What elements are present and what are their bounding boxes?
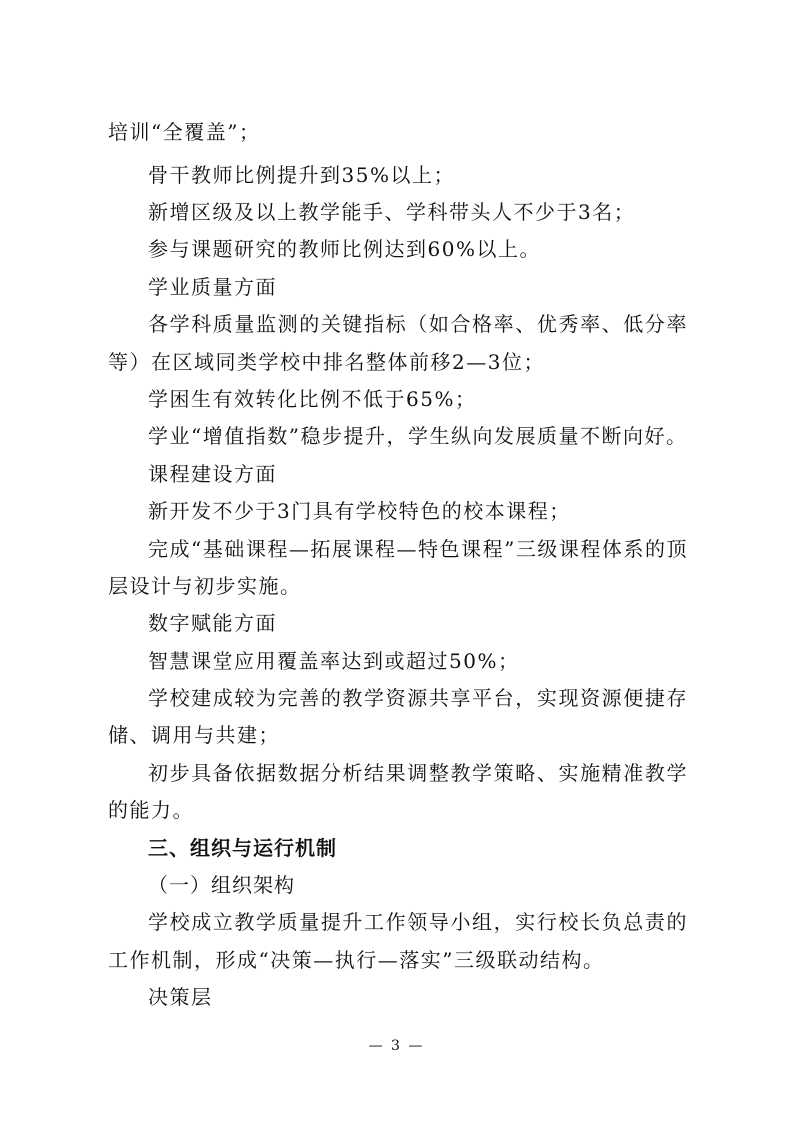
- text-line: 学校建成较为完善的教学资源共享平台，实现资源便捷存: [148, 686, 688, 710]
- text-line: 新开发不少于3门具有学校特色的校本课程；: [148, 499, 571, 523]
- text-line: 的能力。: [108, 798, 194, 822]
- text-line: 初步具备依据数据分析结果调整教学策略、实施精准教学: [148, 761, 688, 785]
- text-line: 学校成立教学质量提升工作领导小组，实行校长负总责的: [148, 910, 688, 934]
- section-heading: 三、组织与运行机制: [148, 836, 337, 860]
- text-line: 学困生有效转化比例不低于65%；: [148, 387, 477, 411]
- text-line: 培训“全覆盖”；: [108, 120, 261, 144]
- subsection-heading: （一）组织架构: [148, 873, 295, 897]
- page-number: — 3 —: [368, 1038, 425, 1054]
- text-line: 工作机制，形成“决策—执行—落实”三级联动结构。: [108, 948, 605, 972]
- text-line: 层设计与初步实施。: [108, 574, 302, 598]
- text-line: 储、调用与共建；: [108, 723, 280, 747]
- text-line: 新增区级及以上教学能手、学科带头人不少于3名；: [148, 200, 636, 224]
- section-label: 课程建设方面: [148, 462, 277, 486]
- text-line: 等）在区域同类学校中排名整体前移2—3位；: [108, 350, 545, 374]
- text-line: 完成“基础课程—拓展课程—特色课程”三级课程体系的顶: [148, 537, 688, 561]
- text-line: 学业“增值指数”稳步提升，学生纵向发展质量不断向好。: [148, 424, 688, 448]
- text-line: 参与课题研究的教师比例达到60%以上。: [148, 237, 541, 261]
- text-line: 各学科质量监测的关键指标（如合格率、优秀率、低分率: [148, 312, 688, 336]
- text-line: 智慧课堂应用覆盖率达到或超过50%；: [148, 649, 520, 673]
- section-label: 数字赋能方面: [148, 611, 277, 635]
- text-line: 骨干教师比例提升到35%以上；: [148, 163, 455, 187]
- section-label: 学业质量方面: [148, 275, 277, 299]
- section-label: 决策层: [148, 985, 213, 1009]
